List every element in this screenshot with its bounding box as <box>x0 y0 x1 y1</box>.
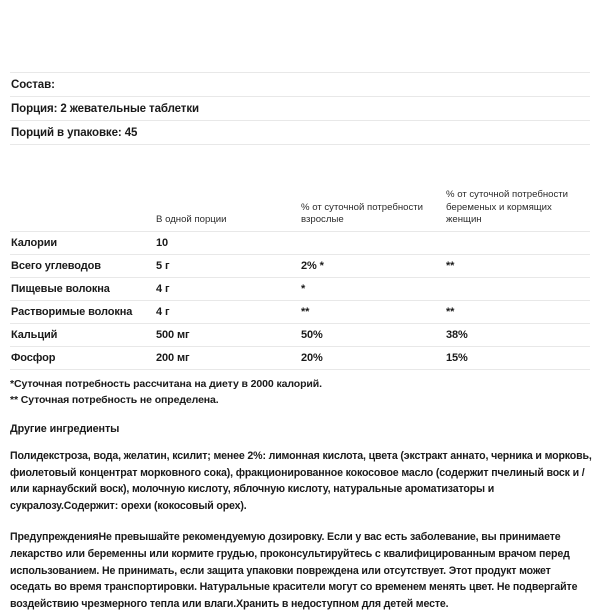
footnote-daily-value-undefined: ** Суточная потребность не определена. <box>10 393 219 406</box>
table-row <box>10 255 590 278</box>
composition-label: Состав: <box>10 73 590 97</box>
nutrient-name: Кальций <box>10 324 155 347</box>
nutrient-dv-adults: 2% * <box>300 255 445 278</box>
servings-per-container-label: Порций в упаковке: 45 <box>10 121 590 145</box>
nutrient-dv-adults: ** <box>300 301 445 324</box>
nutrient-amount: 10 <box>155 232 300 255</box>
nutrient-dv-pregnant: 38% <box>445 324 590 347</box>
header-daily-value-pregnant: % от суточной потребности беременых и кормящих женщин <box>445 145 590 232</box>
nutrient-dv-pregnant: 15% <box>445 347 590 370</box>
table-bottom-divider <box>10 369 590 370</box>
nutrient-dv-pregnant <box>445 278 590 301</box>
info-row-serving-size <box>10 97 590 121</box>
nutrient-name: Калории <box>10 232 155 255</box>
header-amount-per-serving: В одной порции <box>155 145 300 232</box>
nutrient-amount: 200 мг <box>155 347 300 370</box>
serving-size-label: Порция: 2 жевательные таблетки <box>10 97 590 121</box>
info-row-servings-per-container <box>10 121 590 145</box>
nutrient-amount: 4 г <box>155 278 300 301</box>
nutrient-dv-adults: * <box>300 278 445 301</box>
table-row <box>10 278 590 301</box>
nutrient-name: Пищевые волокна <box>10 278 155 301</box>
warnings-text: ПредупрежденияНе превышайте рекомендуемую дозировку. Если у вас есть заболевание, вы принимаете лекарство или беременны или кормите грудью, проконсультируйтесь с квалифицированным врачом перед использованием. Не принимать, если защита упаковки повреждена или отсутствует. Этот продукт может оседать во время транспортировки. Натуральные красители могут со временем менять цвет. Не подвергайте воздействию чрезмерного тепла или влаги.Хранить в недоступном для детей месте. <box>10 531 578 610</box>
table-row <box>10 347 590 370</box>
nutrient-dv-adults: 20% <box>300 347 445 370</box>
table-row <box>10 232 590 255</box>
footnote-daily-value-basis: *Суточная потребность рассчитана на диету в 2000 калорий. <box>10 378 322 390</box>
table-header-row <box>10 145 590 232</box>
supplement-facts-table <box>10 72 590 369</box>
nutrient-amount: 500 мг <box>155 324 300 347</box>
other-ingredients-title: Другие ингредиенты <box>10 422 120 435</box>
nutrient-dv-pregnant: ** <box>445 255 590 278</box>
table-row <box>10 324 590 347</box>
nutrient-dv-adults: 50% <box>300 324 445 347</box>
footnotes <box>10 377 590 409</box>
table-row <box>10 301 590 324</box>
nutrient-dv-pregnant <box>445 232 590 255</box>
nutrient-dv-adults <box>300 232 445 255</box>
other-ingredients-text: Полидекстроза, вода, желатин, ксилит; менее 2%: лимонная кислота, цвета (экстракт аннато, черника и морковь, фиолетовый концентрат морковного сока), фракционированное кокосовое масло (содержит пчелиный воск и / или карнаубский воск), молочную кислоту, яблочную кислоту, натуральные ароматизаторы и сукралозу.Содержит: орехи (кокосовый орех). <box>10 449 592 512</box>
header-daily-value-adults: % от суточной потребности взрослые <box>300 145 445 232</box>
top-spacer <box>10 0 590 72</box>
nutrient-amount: 5 г <box>155 255 300 278</box>
nutrient-dv-pregnant: ** <box>445 301 590 324</box>
header-nutrient-name <box>10 145 155 232</box>
nutrient-name: Всего углеводов <box>10 255 155 278</box>
nutrient-amount: 4 г <box>155 301 300 324</box>
info-row-composition <box>10 73 590 97</box>
nutrient-name: Фосфор <box>10 347 155 370</box>
nutrient-name: Растворимые волокна <box>10 301 155 324</box>
